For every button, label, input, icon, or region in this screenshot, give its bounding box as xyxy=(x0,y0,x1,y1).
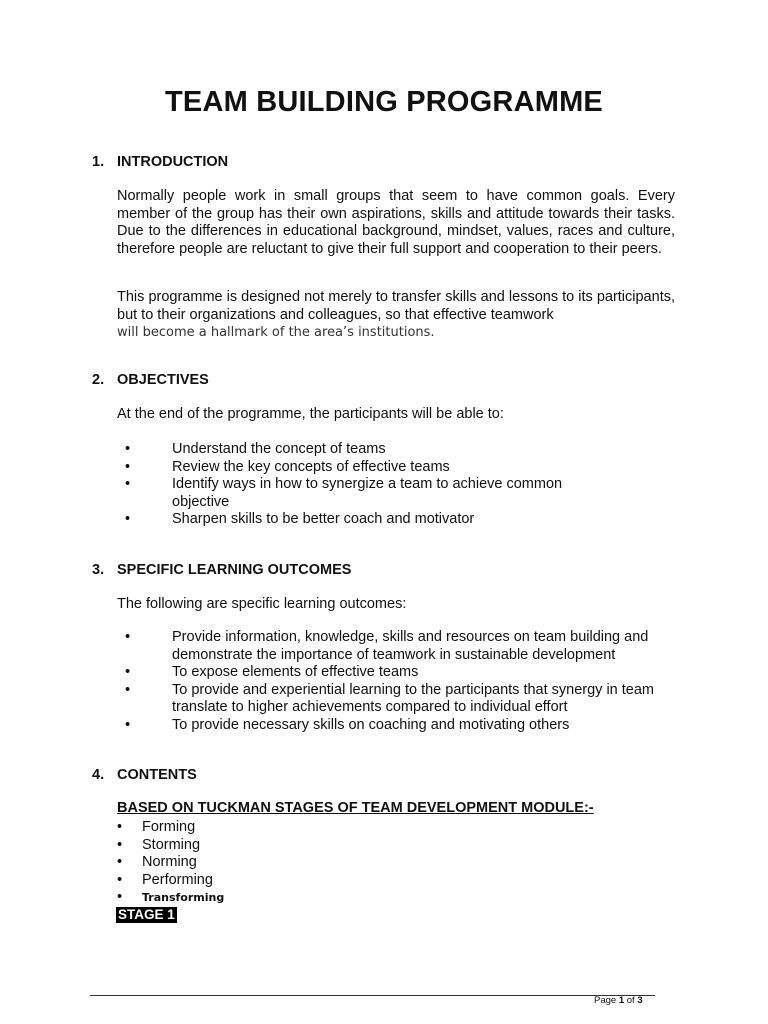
outcomes-intro: The following are specific learning outcomes: xyxy=(117,596,407,612)
objectives-list xyxy=(117,441,687,529)
total-pages: 3 xyxy=(637,995,643,1006)
stages-list xyxy=(117,819,687,907)
bullet-icon: • xyxy=(125,681,131,698)
bullet-icon: • xyxy=(117,819,123,835)
section-number: 2. xyxy=(92,372,105,388)
objectives-intro: At the end of the programme, the participants will be able to: xyxy=(117,406,504,422)
list-item: • Performing xyxy=(117,871,213,888)
bullet-icon: • xyxy=(125,664,131,680)
contents-subheading: BASED ON TUCKMAN STAGES OF TEAM DEVELOPMENT MODULE:- xyxy=(117,800,594,816)
outcomes-list xyxy=(117,629,687,734)
bullet-icon: • xyxy=(125,441,131,457)
current-page: 1 xyxy=(618,995,625,1006)
list-item: • To provide and experiential learning to the participants that synergy in team translate to higher achievements compared to individual effort xyxy=(125,681,655,715)
bullet-icon: • xyxy=(125,511,131,527)
page-number: Page 1 of 3 xyxy=(594,995,643,1006)
list-item: • Identify ways in how to synergize a team to achieve common objective xyxy=(125,476,563,510)
intro-paragraph-2 xyxy=(117,289,675,342)
footer-divider xyxy=(90,995,655,996)
intro-paragraph-2-tail: will become a hallmark of the area’s institutions. xyxy=(117,325,435,340)
intro-paragraph-2-text: This programme is designed not merely to transfer skills and lessons to its participants, but to their organizations and colleagues, so that effective teamwork xyxy=(117,289,675,323)
bullet-icon: • xyxy=(117,871,123,888)
section-title: SPECIFIC LEARNING OUTCOMES xyxy=(117,562,352,578)
bullet-icon: • xyxy=(125,458,131,475)
section-number: 1. xyxy=(92,154,105,170)
section-heading-contents xyxy=(92,767,197,783)
list-item: • To provide necessary skills on coaching and motivating others xyxy=(125,716,570,733)
bullet-icon: • xyxy=(125,716,131,733)
section-title: CONTENTS xyxy=(117,767,197,783)
bullet-icon: • xyxy=(117,854,123,870)
bullet-icon: • xyxy=(117,836,123,853)
section-number: 4. xyxy=(92,767,105,783)
list-item: • Sharpen skills to be better coach and motivator xyxy=(125,511,475,527)
section-number: 3. xyxy=(92,562,105,578)
list-item: • Transforming xyxy=(117,889,225,905)
section-heading-objectives xyxy=(92,372,209,388)
intro-paragraph-1: Normally people work in small groups that seem to have common goals. Every member of the group has their own aspirations, skills and attitude towards their tasks. Due to the differences in educational background, mindset, values, races and culture, therefore people are reluctant to give their full support and cooperation to their peers. xyxy=(117,188,675,257)
bullet-icon: • xyxy=(125,629,131,645)
list-item: • Understand the concept of teams xyxy=(125,441,386,457)
list-item: • To expose elements of effective teams xyxy=(125,664,419,680)
section-title: OBJECTIVES xyxy=(117,372,209,388)
bullet-icon: • xyxy=(125,476,131,492)
section-heading-learning-outcomes xyxy=(92,562,351,578)
list-item: • Provide information, knowledge, skills and resources on team building and demonstrate the importance of teamwork in sustainable development xyxy=(125,629,649,663)
list-item: • Norming xyxy=(117,854,197,870)
list-item: • Forming xyxy=(117,819,196,835)
document-title: TEAM BUILDING PROGRAMME xyxy=(165,86,603,118)
section-heading-introduction xyxy=(92,154,228,170)
section-title: INTRODUCTION xyxy=(117,154,229,170)
bullet-icon: • xyxy=(117,889,123,905)
stage-label: STAGE 1 xyxy=(118,907,175,922)
list-item: • Storming xyxy=(117,836,201,853)
list-item: • Review the key concepts of effective teams xyxy=(125,458,450,475)
